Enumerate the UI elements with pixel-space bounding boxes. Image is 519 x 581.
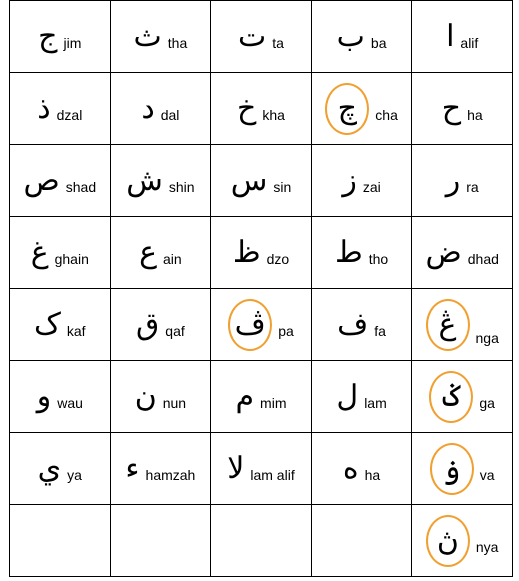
letter-cell (311, 217, 412, 289)
arabic-letter: خ (237, 90, 257, 126)
jawi-alphabet-table (9, 0, 513, 577)
letter-cell (10, 1, 111, 73)
arabic-letter: ݢ (429, 371, 473, 423)
letter-name: ra (466, 178, 479, 195)
letter-cell-content (312, 450, 412, 486)
letter-cell (10, 217, 111, 289)
letter-cell (211, 145, 312, 217)
letter-cell (110, 433, 211, 505)
letter-cell (311, 289, 412, 361)
letter-name: ghain (54, 250, 89, 267)
letter-cell (10, 361, 111, 433)
letter-cell (211, 73, 312, 145)
letter-cell-content (111, 306, 211, 342)
letter-name: dhad (467, 250, 499, 267)
letter-cell (211, 505, 312, 577)
letter-name: ba (370, 34, 387, 51)
arabic-letter: ل (336, 378, 359, 414)
letter-cell-content (412, 162, 512, 198)
letter-cell (311, 145, 412, 217)
letter-cell (412, 145, 513, 217)
letter-name: fa (374, 322, 386, 339)
letter-name: kaf (66, 322, 86, 339)
letter-cell-content (412, 18, 512, 54)
letter-cell (412, 217, 513, 289)
arabic-letter: چ (325, 83, 369, 135)
letter-cell (10, 505, 111, 577)
arabic-letter: ث (133, 18, 162, 54)
arabic-letter: ي (37, 450, 62, 486)
letter-name: zai (362, 178, 381, 195)
arabic-letter: ر (445, 162, 461, 198)
letter-name: dzo (266, 250, 290, 267)
letter-cell (412, 361, 513, 433)
letter-name: shin (168, 178, 195, 195)
letter-cell-content (10, 378, 110, 414)
letter-cell (10, 145, 111, 217)
letter-cell (311, 73, 412, 145)
arabic-letter: ن (134, 378, 157, 414)
letter-cell-content (412, 371, 512, 423)
letter-name: ga (479, 394, 495, 411)
arabic-letter: د (141, 90, 155, 126)
letter-name: va (479, 466, 495, 483)
letter-name: mim (260, 394, 287, 411)
table-row (10, 289, 513, 361)
letter-cell (110, 505, 211, 577)
arabic-letter: ط (334, 234, 363, 270)
letter-name: sin (273, 178, 292, 195)
letter-cell-content (312, 378, 412, 414)
letter-cell (110, 217, 211, 289)
table-row (10, 217, 513, 289)
letter-cell-content (312, 83, 412, 135)
letter-name: shad (65, 178, 97, 195)
arabic-letter: س (230, 162, 268, 198)
arabic-letter: ه (342, 450, 359, 486)
letter-cell (311, 361, 412, 433)
letter-cell-content (111, 18, 211, 54)
letter-cell (211, 433, 312, 505)
letter-name: ain (163, 250, 182, 267)
letter-cell-content (312, 162, 412, 198)
letter-cell (110, 289, 211, 361)
table-row (10, 73, 513, 145)
arabic-letter: ف (337, 306, 369, 342)
letter-cell-content (211, 378, 311, 414)
arabic-letter: ب (336, 18, 365, 54)
arabic-letter: لا (227, 450, 245, 486)
letter-name: pa (278, 322, 294, 339)
letter-cell-content (211, 299, 311, 351)
letter-cell-content (211, 450, 311, 486)
letter-name: ya (67, 466, 82, 483)
letter-name: dzal (56, 106, 83, 123)
arabic-letter: ص (23, 162, 60, 198)
letter-name: ta (272, 34, 284, 51)
letter-cell (110, 73, 211, 145)
letter-cell-content (312, 306, 412, 342)
arabic-letter: ظ (232, 234, 261, 270)
letter-cell (10, 433, 111, 505)
letter-cell-content (312, 18, 412, 54)
letter-cell (412, 289, 513, 361)
arabic-letter: و (36, 378, 52, 414)
letter-name: nun (162, 394, 187, 411)
table-row (10, 145, 513, 217)
letter-cell (211, 1, 312, 73)
letter-name: ha (364, 466, 381, 483)
letter-cell (10, 73, 111, 145)
letter-cell (211, 361, 312, 433)
letter-cell (412, 505, 513, 577)
arabic-letter: ض (425, 234, 462, 270)
letter-cell (311, 505, 412, 577)
letter-name: nga (475, 329, 499, 346)
arabic-letter: غ (30, 234, 49, 270)
arabic-letter: ۏ (430, 443, 474, 495)
letter-name: hamzah (145, 466, 196, 483)
arabic-letter: ش (126, 162, 163, 198)
letter-cell-content (111, 162, 211, 198)
table-row (10, 433, 513, 505)
letter-cell-content (111, 450, 211, 486)
letter-cell-content (10, 162, 110, 198)
letter-cell (10, 289, 111, 361)
letter-cell-content (412, 90, 512, 126)
table-row (10, 1, 513, 73)
letter-cell (412, 73, 513, 145)
letter-name: tho (368, 250, 389, 267)
arabic-letter: ذ (37, 90, 51, 126)
arabic-letter: ح (441, 90, 462, 126)
table-body (10, 1, 513, 577)
letter-cell (211, 289, 312, 361)
table-row (10, 505, 513, 577)
letter-cell (110, 145, 211, 217)
letter-cell-content (111, 378, 211, 414)
letter-cell-content (412, 515, 512, 567)
arabic-letter: ت (238, 18, 267, 54)
letter-name: lam alif (250, 466, 295, 483)
letter-name: tha (167, 34, 188, 51)
letter-cell-content (211, 90, 311, 126)
letter-name: jim (63, 34, 82, 51)
letter-name: qaf (165, 322, 185, 339)
letter-cell (110, 1, 211, 73)
arabic-letter: ع (139, 234, 157, 270)
arabic-letter: ج (38, 18, 58, 54)
letter-name: kha (262, 106, 285, 123)
letter-cell (110, 361, 211, 433)
letter-cell (311, 1, 412, 73)
letter-cell-content (111, 90, 211, 126)
letter-cell-content (10, 234, 110, 270)
arabic-letter: م (235, 378, 255, 414)
letter-cell-content (412, 299, 512, 351)
arabic-letter: ا (446, 18, 455, 54)
letter-cell-content (10, 306, 110, 342)
letter-cell (412, 1, 513, 73)
letter-cell-content (10, 450, 110, 486)
letter-name: cha (375, 106, 398, 123)
letter-cell-content (10, 18, 110, 54)
table-row (10, 361, 513, 433)
letter-cell-content (412, 234, 512, 270)
letter-cell (211, 217, 312, 289)
letter-cell-content (111, 234, 211, 270)
letter-name: alif (460, 34, 479, 51)
letter-cell-content (412, 443, 512, 495)
arabic-letter: ڠ (426, 299, 470, 351)
letter-name: dal (160, 106, 180, 123)
letter-cell (412, 433, 513, 505)
letter-name: wau (57, 394, 83, 411)
letter-cell-content (211, 234, 311, 270)
letter-cell (311, 433, 412, 505)
letter-name: lam (364, 394, 387, 411)
letter-cell-content (312, 234, 412, 270)
letter-cell-content (211, 18, 311, 54)
letter-cell-content (211, 162, 311, 198)
arabic-letter: ق (136, 306, 160, 342)
arabic-letter: ڤ (228, 299, 272, 351)
arabic-letter: ڽ (426, 515, 470, 567)
arabic-letter: ز (342, 162, 357, 198)
letter-cell-content (10, 90, 110, 126)
letter-name: ha (467, 106, 483, 123)
letter-name: nya (475, 538, 499, 555)
arabic-letter: ک (34, 306, 61, 342)
arabic-letter: ء (125, 450, 140, 486)
